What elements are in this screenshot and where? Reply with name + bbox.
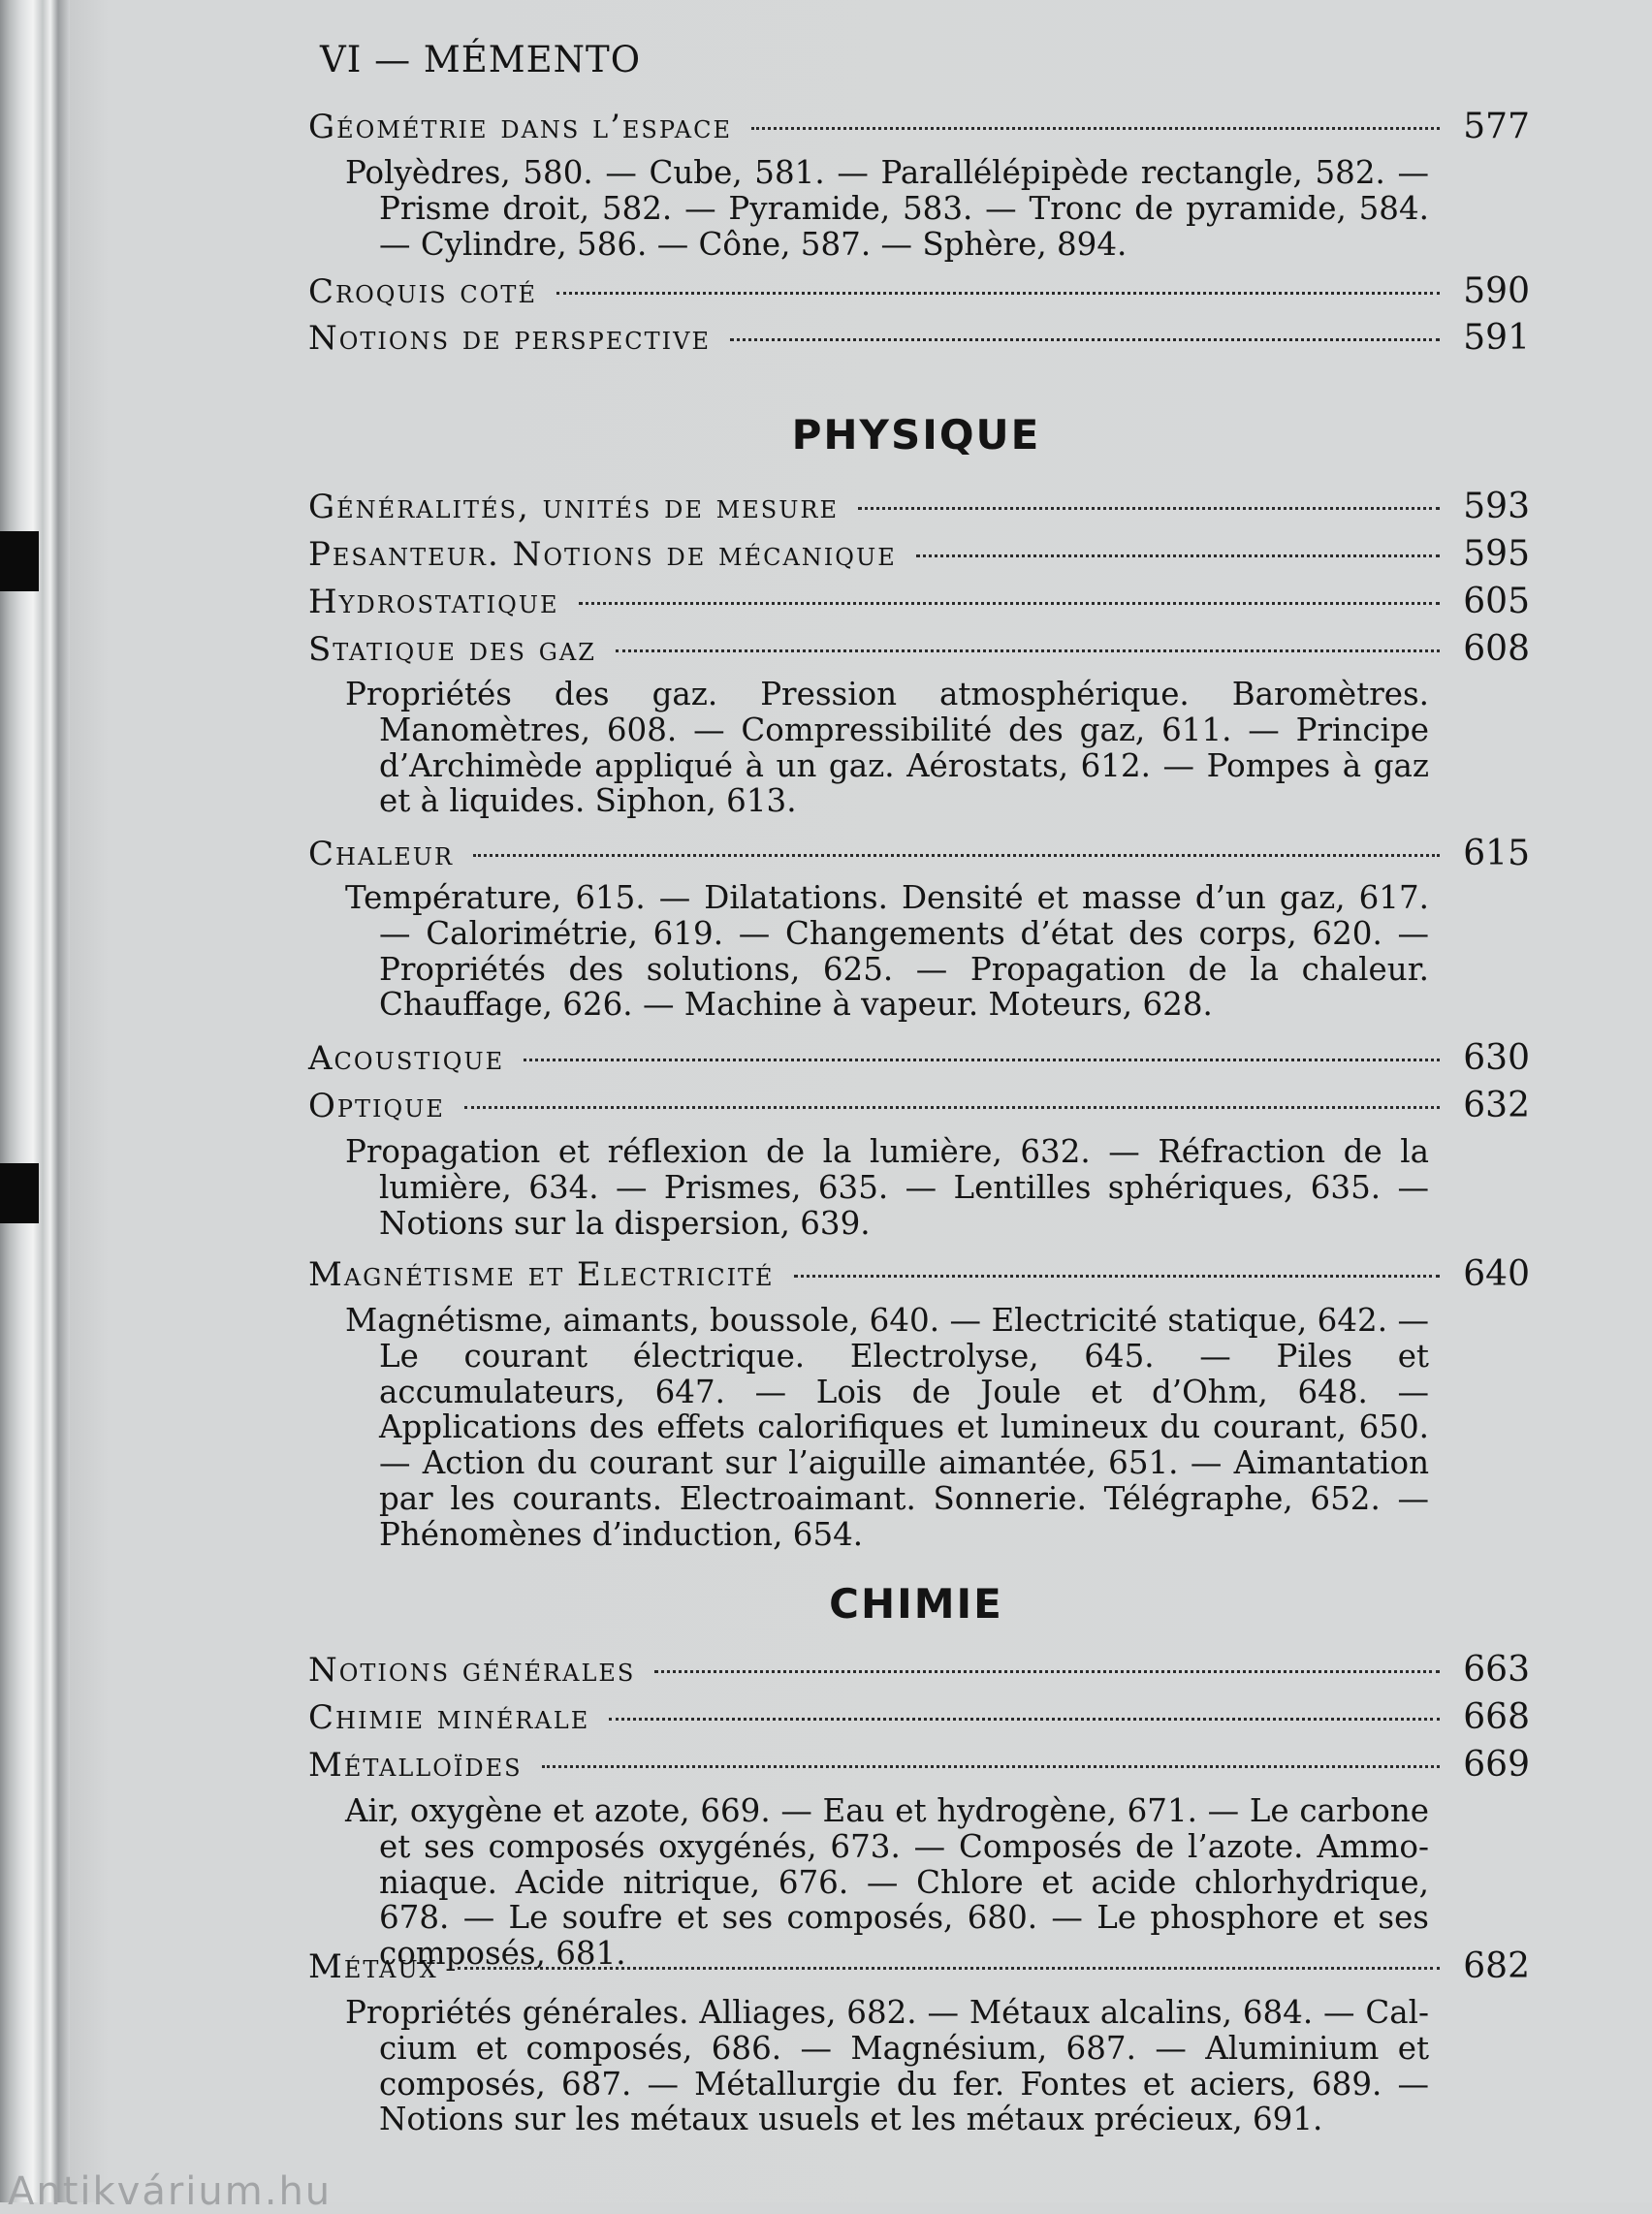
entry-title: Notions générales	[308, 1651, 636, 1690]
dot-leader	[654, 1669, 1440, 1673]
entry-page: 630	[1463, 1038, 1530, 1078]
entry-page: 590	[1463, 271, 1530, 311]
dot-leader	[458, 1966, 1441, 1970]
toc-entry	[308, 1086, 1530, 1130]
section-title-physique: PHYSIQUE	[791, 411, 1041, 459]
dot-leader	[473, 853, 1440, 857]
entry-description: Magnétisme, aimants, boussole, 640. — Electricité statique, 642. — Le courant électrique. Electrolyse, 645. — Piles et accumulateurs, 647. — Lois de Joule et d’Ohm, 648. — Applications des effets calorifiques et lumineux du courant, 650. — Action du courant sur l’aiguille aimantée, 651. — Aimantation par les courants. Electroaimant. Sonnerie. Télégraphe, 652. — Phénomènes d’induction, 654.	[345, 1302, 1429, 1553]
entry-title: Généralités, unités de mesure	[308, 488, 840, 526]
toc-entry	[308, 629, 1530, 674]
entry-page: 608	[1463, 629, 1530, 669]
entry-description: Propriétés générales. Alliages, 682. — Métaux alcalins, 684. — Calcium et composés, 686. — Magnésium, 687. — Aluminium et composés, 687. — Métallurgie du fer. Fontes et aciers, 689. — Notions sur les métaux usuels et les métaux précieux, 691.	[345, 1994, 1429, 2138]
entry-page: 595	[1463, 534, 1530, 574]
entry-title: Statique des gaz	[308, 630, 596, 669]
dot-leader	[609, 1717, 1440, 1721]
toc-entry	[308, 107, 1530, 151]
entry-title: Chimie minérale	[308, 1698, 590, 1737]
entry-description: Propriétés des gaz. Pression atmosphérique. Baromètres. Manomètres, 608. — Compressibilité des gaz, 611. — Principe d’Archimède appliqué à un gaz. Aérostats, 612. — Pompes à gaz et à liquides. Siphon, 613.	[345, 676, 1429, 820]
dot-leader	[751, 126, 1440, 130]
entry-title: Métaux	[308, 1947, 438, 1986]
entry-description: Propagation et réflexion de la lumière, 632. — Réfraction de la lumière, 634. — Prismes, 635. — Lentilles sphériques, 635. — Notions sur la dispersion, 639.	[345, 1133, 1429, 1242]
entry-title: Notions de perspective	[308, 319, 711, 358]
toc-entry	[308, 487, 1530, 531]
toc-entry	[308, 1038, 1530, 1083]
toc-entry	[308, 534, 1530, 579]
toc-entry	[308, 582, 1530, 626]
entry-page: 605	[1463, 582, 1530, 621]
dot-leader	[579, 601, 1441, 605]
dot-leader	[556, 291, 1440, 295]
dot-leader	[542, 1764, 1441, 1768]
dot-leader	[794, 1274, 1441, 1278]
entry-page: 591	[1463, 318, 1530, 358]
entry-title: Optique	[308, 1087, 445, 1125]
entry-page: 593	[1463, 487, 1530, 526]
book-binding-edge	[0, 0, 70, 2202]
toc-entry	[308, 271, 1530, 316]
entry-page: 577	[1463, 107, 1530, 146]
entry-title: Pesanteur. Notions de mécanique	[308, 535, 897, 574]
entry-page: 615	[1463, 834, 1530, 873]
entry-page: 663	[1463, 1650, 1530, 1690]
dot-leader	[730, 337, 1440, 341]
dot-leader	[524, 1058, 1440, 1061]
toc-entry	[308, 1697, 1530, 1742]
section-title-chimie: CHIMIE	[829, 1580, 1003, 1628]
toc-entry	[308, 318, 1530, 363]
toc-entry	[308, 1650, 1530, 1694]
entry-title: Hydrostatique	[308, 583, 559, 621]
entry-title: Croquis coté	[308, 272, 537, 311]
entry-title: Géométrie dans l’espace	[308, 108, 733, 146]
entry-title: Magnétisme et Electricité	[308, 1255, 775, 1294]
entry-page: 669	[1463, 1745, 1530, 1785]
entry-description: Polyèdres, 580. — Cube, 581. — Parallélépipède rectangle, 582. — Prisme droit, 582. — Pyramide, 583. — Tronc de pyramide, 584. — Cylindre, 586. — Cône, 587. — Sphère, 894.	[345, 154, 1429, 263]
toc-entry	[308, 1254, 1530, 1299]
toc-entry	[308, 1745, 1530, 1789]
entry-title: Acoustique	[308, 1039, 505, 1078]
entry-page: 640	[1463, 1254, 1530, 1294]
watermark: Antikvárium.hu	[8, 2169, 333, 2214]
dot-leader	[616, 648, 1440, 652]
entry-page: 682	[1463, 1946, 1530, 1986]
entry-description: Température, 615. — Dilatations. Densité et masse d’un gaz, 617. — Calorimétrie, 619. — Changements d’état des corps, 620. — Propriétés des solutions, 625. — Propagation de la chaleur. Chauffage, 626. — Machine à vapeur. Moteurs, 628.	[345, 879, 1429, 1024]
running-head: VI — MÉMENTO	[320, 39, 642, 80]
entry-title: Métalloïdes	[308, 1746, 523, 1785]
entry-description: Air, oxygène et azote, 669. — Eau et hydrogène, 671. — Le carbone et ses composés oxygénés, 673. — Composés de l’azote. Ammoniaque. Acide nitrique, 676. — Chlore et acide chlorhydrique, 678. — Le soufre et ses composés, 680. — Le phosphore et ses composés, 681.	[345, 1792, 1429, 1973]
dot-leader	[464, 1105, 1440, 1109]
binding-mark	[0, 1163, 39, 1223]
dot-leader	[858, 506, 1440, 510]
entry-page: 668	[1463, 1697, 1530, 1737]
toc-entry	[308, 834, 1530, 878]
entry-page: 632	[1463, 1086, 1530, 1125]
dot-leader	[916, 554, 1441, 557]
entry-title: Chaleur	[308, 835, 455, 873]
toc-entry	[308, 1946, 1530, 1991]
binding-mark	[0, 531, 39, 591]
